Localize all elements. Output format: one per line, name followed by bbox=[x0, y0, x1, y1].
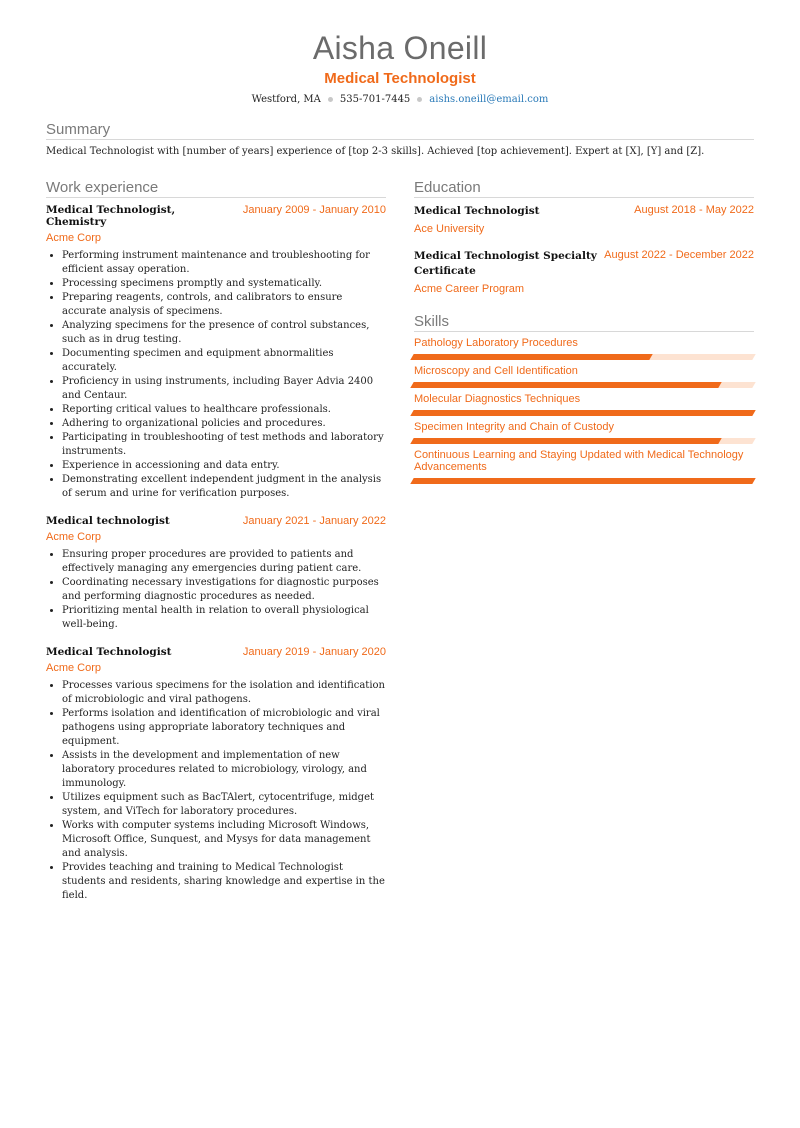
job-list bbox=[46, 204, 386, 903]
skill-level-bar bbox=[410, 354, 755, 360]
job-bullets bbox=[46, 679, 386, 903]
job-entry bbox=[46, 204, 386, 501]
job-title: Medical Technologist bbox=[46, 646, 172, 658]
separator-dot-icon bbox=[328, 97, 333, 102]
phone: 535-701-7445 bbox=[339, 94, 411, 105]
skill-item bbox=[414, 449, 754, 484]
job-bullet: • Preparing reagents, controls, and calibrators to ensure accurate analysis of specimens. bbox=[62, 291, 386, 319]
summary-section bbox=[46, 121, 754, 157]
job-dates: January 2021 - January 2022 bbox=[242, 515, 386, 527]
work-heading: Work experience bbox=[46, 179, 386, 198]
job-company: Acme Corp bbox=[46, 232, 102, 244]
job-bullet: • Processing specimens promptly and systematically. bbox=[62, 277, 386, 291]
separator-dot-icon bbox=[417, 97, 422, 102]
job-header bbox=[46, 204, 386, 228]
job-bullet: • Reporting critical values to healthcare professionals. bbox=[62, 403, 386, 417]
job-bullet: • Proficiency in using instruments, including Bayer Advia 2400 and Centaur. bbox=[62, 375, 386, 403]
education-heading: Education bbox=[414, 179, 754, 198]
job-bullet: • Processes various specimens for the isolation and identification of microbiologic and viral pathogens. bbox=[62, 679, 386, 707]
job-bullet: • Adhering to organizational policies and procedures. bbox=[62, 417, 386, 431]
skill-item bbox=[414, 421, 754, 444]
job-title: Medical technologist bbox=[46, 515, 170, 527]
job-company: Acme Corp bbox=[46, 531, 102, 543]
education-entry bbox=[414, 204, 754, 235]
job-company: Acme Corp bbox=[46, 662, 102, 674]
job-title: Medical Technologist, Chemistry bbox=[46, 204, 176, 228]
skill-level-bar bbox=[410, 410, 755, 416]
job-bullet: • Assists in the development and implementation of new laboratory procedures related to microbiology, virology, and immunology. bbox=[62, 749, 386, 791]
job-bullet: • Utilizes equipment such as BacTAlert, cytocentrifuge, midget system, and ViTech for laboratory procedures. bbox=[62, 791, 386, 819]
skill-name: Pathology Laboratory Procedures bbox=[414, 337, 578, 349]
location: Westford, MA bbox=[251, 94, 321, 105]
work-experience-section bbox=[46, 179, 386, 903]
school-name: Acme Career Program bbox=[414, 283, 525, 295]
skill-level-fill bbox=[410, 478, 755, 484]
email-link[interactable]: aishs.oneill@email.com bbox=[429, 94, 549, 105]
right-column bbox=[414, 179, 754, 484]
skill-name: Microscopy and Cell Identification bbox=[414, 365, 578, 377]
job-bullet: • Participating in troubleshooting of test methods and laboratory instruments. bbox=[62, 431, 386, 459]
skills-section bbox=[414, 313, 754, 484]
degree-title: Medical Technologist bbox=[414, 205, 540, 217]
skill-level-fill bbox=[410, 382, 721, 388]
skill-item bbox=[414, 337, 754, 360]
skill-item bbox=[414, 393, 754, 416]
job-bullet: • Provides teaching and training to Medical Technologist students and residents, sharing knowledge and expertise in the field. bbox=[62, 861, 386, 903]
summary-text: Medical Technologist with [number of years] experience of [top 2-3 skills]. Achieved [top achievement]. Expert at [X], [Y] and [Z]. bbox=[46, 146, 705, 157]
education-dates: August 2022 - December 2022 bbox=[604, 249, 754, 261]
job-bullets bbox=[46, 548, 386, 632]
education-header bbox=[414, 204, 754, 219]
school-name: Ace University bbox=[414, 223, 485, 235]
job-bullet: • Performing instrument maintenance and troubleshooting for efficient assay operation. bbox=[62, 249, 386, 277]
job-bullet: • Analyzing specimens for the presence of control substances, such as in drug testing. bbox=[62, 319, 386, 347]
candidate-title: Medical Technologist bbox=[324, 70, 476, 87]
job-bullet: • Prioritizing mental health in relation to overall physiological well-being. bbox=[62, 604, 386, 632]
skill-level-fill bbox=[410, 438, 721, 444]
education-entry bbox=[414, 249, 754, 295]
degree-title: Medical Technologist Specialty Certificate bbox=[414, 250, 597, 277]
job-bullet: • Works with computer systems including Microsoft Windows, Microsoft Office, Sunquest, and Mysys for data management and analysis. bbox=[62, 819, 386, 861]
skill-level-bar bbox=[410, 438, 755, 444]
job-header bbox=[46, 646, 386, 658]
job-dates: January 2009 - January 2010 bbox=[242, 204, 386, 216]
skill-level-fill bbox=[410, 410, 755, 416]
job-entry bbox=[46, 515, 386, 632]
job-dates: January 2019 - January 2020 bbox=[242, 646, 386, 658]
job-bullet: • Demonstrating excellent independent judgment in the analysis of serum and urine for verification purposes. bbox=[62, 473, 386, 501]
job-bullet: • Documenting specimen and equipment abnormalities accurately. bbox=[62, 347, 386, 375]
skill-name: Molecular Diagnostics Techniques bbox=[414, 393, 581, 405]
job-bullet: • Experience in accessioning and data entry. bbox=[62, 459, 386, 473]
skill-level-bar bbox=[410, 478, 755, 484]
skills-list bbox=[414, 337, 754, 484]
job-bullets bbox=[46, 249, 386, 501]
job-header bbox=[46, 515, 386, 527]
skills-heading: Skills bbox=[414, 313, 754, 332]
contact-line bbox=[46, 94, 754, 105]
summary-heading: Summary bbox=[46, 121, 754, 140]
skill-name: Specimen Integrity and Chain of Custody bbox=[414, 421, 614, 433]
candidate-name: Aisha Oneill bbox=[312, 30, 488, 66]
job-entry bbox=[46, 646, 386, 903]
job-bullet: • Coordinating necessary investigations for diagnostic purposes and performing diagnostic procedures as needed. bbox=[62, 576, 386, 604]
job-bullet: • Ensuring proper procedures are provided to patients and effectively managing any emergencies during patient care. bbox=[62, 548, 386, 576]
education-header bbox=[414, 249, 754, 279]
education-list bbox=[414, 204, 754, 295]
skill-level-fill bbox=[410, 354, 653, 360]
job-bullet: • Performs isolation and identification of microbiologic and viral pathogens using appropriate laboratory techniques and equipment. bbox=[62, 707, 386, 749]
education-dates: August 2018 - May 2022 bbox=[634, 204, 754, 216]
skill-name: Continuous Learning and Staying Updated with Medical Technology Advancements bbox=[414, 449, 744, 473]
skill-level-bar bbox=[410, 382, 755, 388]
skill-item bbox=[414, 365, 754, 388]
